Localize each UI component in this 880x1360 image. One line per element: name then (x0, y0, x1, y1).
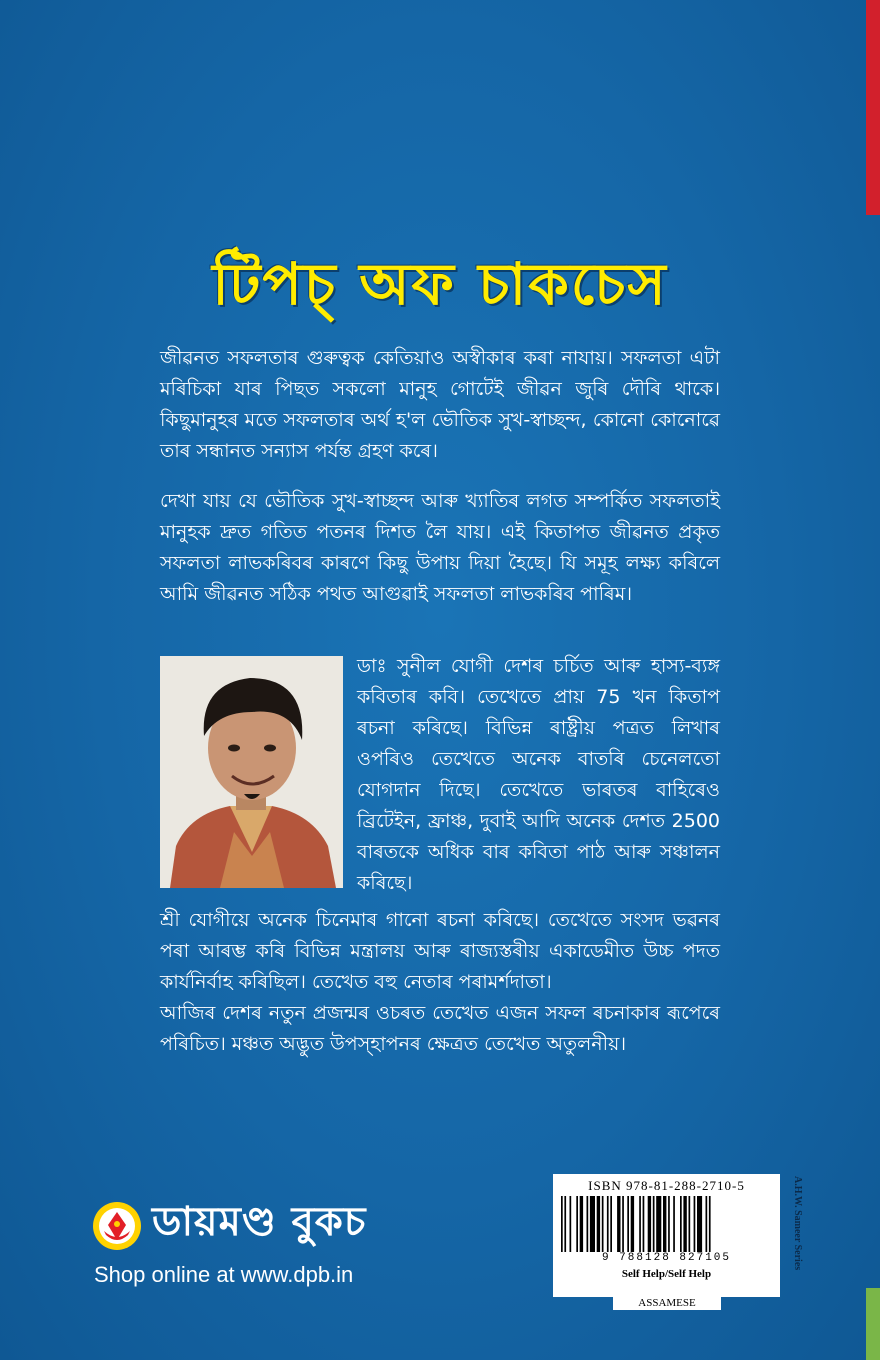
series-label: A.H.W. Sameer Series (792, 1176, 803, 1271)
paragraph-intro: জীৱনত সফলতাৰ গুৰুত্বক কেতিয়াও অস্বীকাৰ কৰা নাযায়। সফলতা এটা মৰিচিকা যাৰ পিছত সকলো মানুহ গোটেই জীৱন জুৰি দৌৰি থাকে। কিছুমানুহৰ মতে সফলতাৰ অৰ্থ হ'ল ভৌতিক সুখ-স্বাচ্ছন্দ, কোনো কোনোৱে তাৰ সন্ধানত সন্যাস পৰ্যন্ত গ্ৰহণ কৰে। (160, 347, 720, 462)
language-label: ASSAMESE (613, 1297, 721, 1310)
isbn-number: ISBN 978-81-288-2710-5 (588, 1178, 745, 1193)
shop-online-text: Shop online at www.dpb.in (94, 1262, 354, 1287)
barcode-digits: 9 788128 827105 (601, 1252, 732, 1264)
diamond-books-logo-icon (92, 1201, 142, 1251)
spine-green-strip (866, 1288, 880, 1360)
category-label: Self Help/Self Help (621, 1268, 712, 1280)
barcode-bars (559, 1196, 774, 1252)
paragraph-author-bio: ডাঃ সুনীল যোগী দেশৰ চৰ্চিত আৰু হাস্য-ব্যঙ্গ কবিতাৰ কবি। তেখেতে প্ৰায় 75 খন কিতাপ ৰচনা কৰিছে। বিভিন্ন ৰাষ্ট্ৰীয় পত্ৰত লিখাৰ ওপৰিও তেখেতে অনেক বাতৰি চেনেলতো যোগদান দিছে। তেখেতে ভাৰতৰ বাহিৰেও ব্ৰিটেইন, ফ্ৰাঞ্চ, দুবাই আদি অনেক দেশত 2500 বাৰতকে অধিক বাৰ কবিতা পাঠ আৰু সঞ্চালন কৰিছে। (357, 655, 720, 894)
publisher-name: ডায়মণ্ড বুকচ (152, 1199, 367, 1245)
paragraph-summary: দেখা যায় যে ভৌতিক সুখ-স্বাচ্ছন্দ আৰু খ্যাতিৰ লগত সম্পৰ্কিত সফলতাই মানুহক দ্ৰুত গতিত পতনৰ দিশত লৈ যায়। এই কিতাপত জীৱনত প্ৰকৃত সফলতা লাভকৰিবৰ কাৰণে কিছু উপায় দিয়া হৈছে। যি সমূহ লক্ষ্য কৰিলে আমি জীৱনত সঠিক পথত আগুৱাই সফলতা লাভকৰিব পাৰিম। (160, 490, 720, 605)
paragraph-author-recognition: আজিৰ দেশৰ নতুন প্ৰজন্মৰ ওচৰত তেখেত এজন সফল ৰচনাকাৰ ৰূপেৰে পৰিচিত। মঞ্চত অদ্ভুত উপস্হাপনৰ ক্ষেত্ৰত তেখেত অতুলনীয়। (160, 1002, 720, 1055)
isbn-barcode-block (553, 1174, 780, 1297)
spine-accent-strip (866, 0, 880, 215)
author-photo (160, 656, 343, 888)
paragraph-author-career: শ্ৰী যোগীয়ে অনেক চিনেমাৰ গানো ৰচনা কৰিছে। তেখেতে সংসদ ভৱনৰ পৰা আৰম্ভ কৰি বিভিন্ন মন্ত্ৰালয় আৰু ৰাজ্যস্তৰীয় একাডেমীত উচ্চ পদত কাৰ্যনিৰ্বাহ কৰিছিল। তেখেত বহু নেতাৰ পৰামৰ্শদাতা। (160, 909, 720, 993)
book-title: টিপচ্ অফ চাকচেস (212, 250, 668, 318)
